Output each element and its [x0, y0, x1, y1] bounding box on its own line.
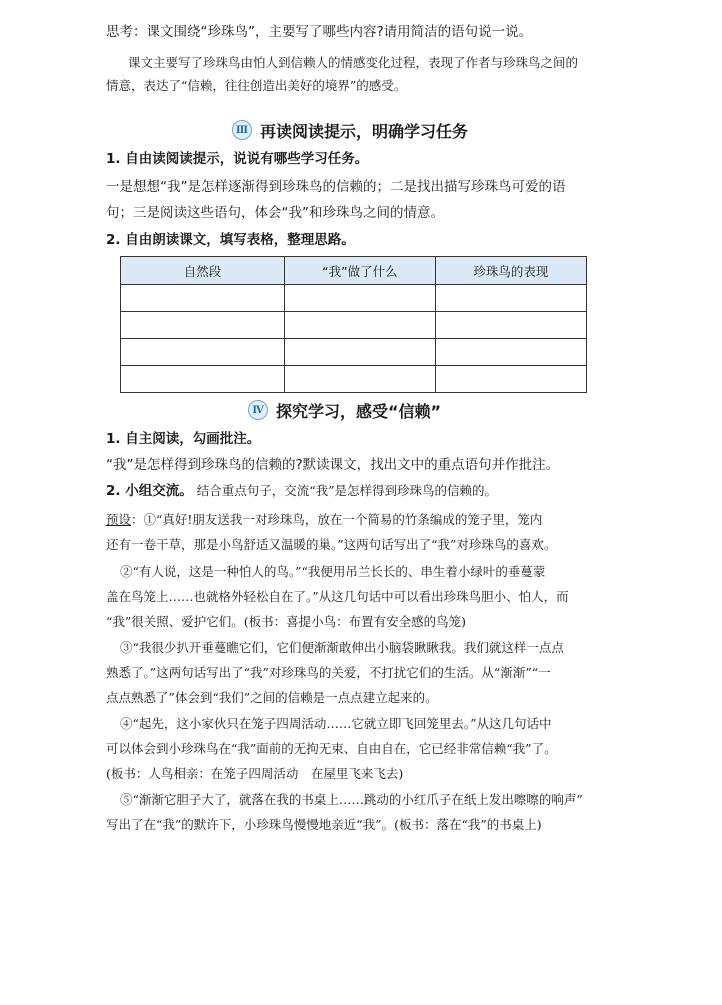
table-header-paragraph: 自然段	[121, 257, 285, 285]
table-row	[121, 285, 587, 312]
section-4-item-2-text: 结合重点句子，交流“我”是怎样得到珍珠鸟的信赖的。	[192, 483, 497, 498]
table-cell[interactable]	[121, 366, 285, 393]
reading-table	[120, 256, 587, 393]
section-3-heading	[232, 118, 468, 142]
section-3-item-2-title: 2. 自由朗读课文，填写表格，整理思路。	[106, 232, 355, 248]
table-cell[interactable]	[121, 312, 285, 339]
preset-label: 预设	[106, 512, 132, 527]
table-cell[interactable]	[284, 339, 435, 366]
table-cell[interactable]	[284, 366, 435, 393]
table-cell[interactable]	[435, 339, 586, 366]
table-row	[121, 339, 587, 366]
preset-paragraph-3-line-3: 点点熟悉了”体会到“我们”之间的信赖是一点点建立起来的。	[106, 690, 438, 705]
preset-paragraph-4-line-1: ④“起先，这小家伙只在笼子四周活动……它就立即飞回笼里去。”从这几句话中	[120, 716, 552, 731]
think-answer-line-2: 情意，表达了“信赖，往往创造出美好的境界”的感受。	[106, 78, 407, 93]
section-3-badge-icon: Ⅲ	[232, 120, 252, 140]
think-question: 思考：课文围绕“珍珠鸟”，主要写了哪些内容?请用简洁的语句说一说。	[106, 24, 533, 40]
preset-paragraph-2-line-2: 盖在鸟笼上……也就格外轻松自在了。”从这几句话中可以看出珍珠鸟胆小、怕人，而	[106, 589, 569, 604]
preset-paragraph-5-line-1: ⑤“渐渐它胆子大了，就落在我的书桌上……跳动的小红爪子在纸上发出嚓嚓的响声”	[120, 792, 583, 807]
preset-paragraph-4-line-3: (板书：人鸟相亲：在笼子四周活动 在屋里飞来飞去)	[106, 766, 404, 781]
table-header-row	[121, 257, 587, 285]
section-4-item-1-title: 1. 自主阅读，勾画批注。	[106, 431, 261, 447]
table-cell[interactable]	[435, 366, 586, 393]
table-cell[interactable]	[435, 285, 586, 312]
table-header-bird-behavior: 珍珠鸟的表现	[435, 257, 586, 285]
section-4-badge-icon: Ⅳ	[248, 400, 268, 420]
table-cell[interactable]	[121, 285, 285, 312]
preset-paragraph-5-line-2: 写出了在“我”的默许下，小珍珠鸟慢慢地亲近“我”。(板书：落在“我”的书桌上)	[106, 817, 542, 832]
section-4-item-2	[106, 481, 497, 501]
preset-paragraph-1-line-2: 还有一卷干草，那是小鸟舒适又温暖的巢。”这两句话写出了“我”对珍珠鸟的喜欢。	[106, 537, 557, 552]
section-3-item-1-line-1: 一是想想“我”是怎样逐渐得到珍珠鸟的信赖的；二是找出描写珍珠鸟可爱的语	[106, 179, 566, 195]
section-4-title: 探究学习，感受“信赖”	[276, 401, 442, 421]
table-cell[interactable]	[284, 312, 435, 339]
table-cell[interactable]	[284, 285, 435, 312]
table-cell[interactable]	[435, 312, 586, 339]
preset-paragraph-2-line-3: “我”很关照、爱护它们。(板书：喜提小鸟：布置有安全感的鸟笼)	[106, 614, 467, 629]
preset-paragraph-3-line-2: 熟悉了。”这两句话写出了“我”对珍珠鸟的关爱，不打扰它们的生活。从“渐渐”“一	[106, 665, 551, 680]
section-4-item-1-text: “我”是怎样得到珍珠鸟的信赖的?默读课文，找出文中的重点语句并作批注。	[106, 457, 560, 473]
preset-paragraph-1-line-1: 预设：①“真好!朋友送我一对珍珠鸟，放在一个简易的竹条编成的笼子里，笼内	[106, 512, 543, 527]
table-header-what-i-did: “我”做了什么	[284, 257, 435, 285]
preset-paragraph-4-line-2: 可以体会到小珍珠鸟在“我”面前的无拘无束、自由自在，它已经非常信赖“我”了。	[106, 741, 557, 756]
preset-paragraph-3-line-1: ③“我很少扒开垂蔓瞧它们，它们便渐渐敢伸出小脑袋瞅瞅我。我们就这样一点点	[120, 640, 564, 655]
section-4-item-2-title: 2. 小组交流。	[106, 483, 193, 499]
section-3-title: 再读阅读提示，明确学习任务	[260, 121, 469, 141]
preset-paragraph-2-line-1: ②“有人说，这是一种怕人的鸟。”“我便用吊兰长长的、串生着小绿叶的垂蔓蒙	[120, 564, 546, 579]
think-answer-line-1: 课文主要写了珍珠鸟由怕人到信赖人的情感变化过程，表现了作者与珍珠鸟之间的	[128, 55, 579, 70]
section-3-item-1-line-2: 句；三是阅读这些语句，体会“我”和珍珠鸟之间的情意。	[106, 205, 444, 221]
table-row	[121, 366, 587, 393]
section-3-item-1-title: 1. 自由读阅读提示，说说有哪些学习任务。	[106, 151, 369, 167]
table-row	[121, 312, 587, 339]
table-cell[interactable]	[121, 339, 285, 366]
section-4-heading	[248, 398, 441, 422]
